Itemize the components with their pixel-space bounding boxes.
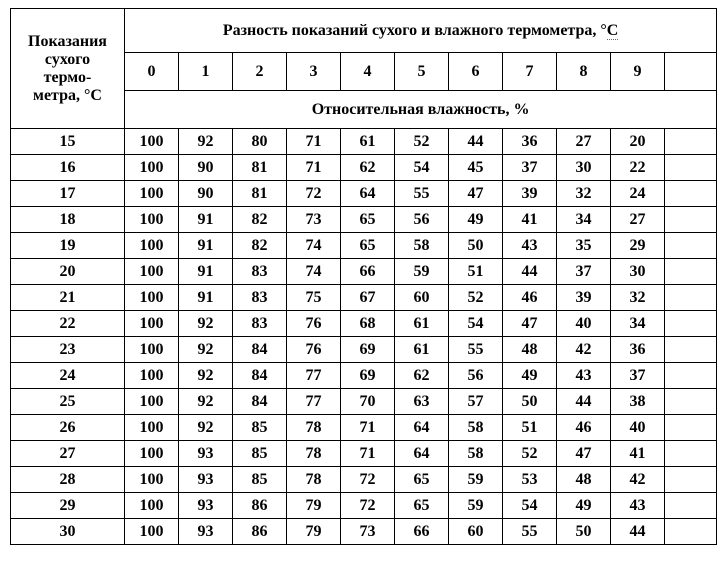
row-header-line: термо- xyxy=(43,68,92,86)
dry-temperature-cell: 28 xyxy=(11,467,125,493)
humidity-cell: 22 xyxy=(611,155,665,181)
humidity-cell: 78 xyxy=(287,441,341,467)
table-row xyxy=(11,493,717,519)
humidity-cell: 42 xyxy=(557,337,611,363)
humidity-cell: 48 xyxy=(503,337,557,363)
humidity-cell: 61 xyxy=(395,311,449,337)
table-row xyxy=(11,259,717,285)
humidity-cell: 72 xyxy=(341,467,395,493)
column-header: 8 xyxy=(557,53,611,91)
humidity-cell: 100 xyxy=(125,285,179,311)
humidity-cell: 43 xyxy=(503,233,557,259)
humidity-cell: 100 xyxy=(125,337,179,363)
humidity-cell: 57 xyxy=(449,389,503,415)
humidity-cell: 40 xyxy=(611,415,665,441)
humidity-cell: 37 xyxy=(611,363,665,389)
humidity-cell: 100 xyxy=(125,467,179,493)
column-header: 0 xyxy=(125,53,179,91)
humidity-cell: 58 xyxy=(449,415,503,441)
row-header-cell xyxy=(11,9,125,129)
humidity-cell: 86 xyxy=(233,519,287,545)
humidity-cell: 49 xyxy=(449,207,503,233)
humidity-cell: 76 xyxy=(287,337,341,363)
table-row xyxy=(11,311,717,337)
humidity-cell: 76 xyxy=(287,311,341,337)
humidity-cell: 30 xyxy=(611,259,665,285)
humidity-cell: 77 xyxy=(287,363,341,389)
dry-temperature-cell: 26 xyxy=(11,415,125,441)
humidity-cell: 65 xyxy=(341,233,395,259)
humidity-cell: 45 xyxy=(449,155,503,181)
table-row xyxy=(11,233,717,259)
humidity-cell: 82 xyxy=(233,233,287,259)
table-row xyxy=(11,337,717,363)
humidity-cell: 60 xyxy=(449,519,503,545)
humidity-cell: 35 xyxy=(557,233,611,259)
humidity-cell: 46 xyxy=(557,415,611,441)
humidity-cell: 100 xyxy=(125,441,179,467)
humidity-cell: 100 xyxy=(125,233,179,259)
row-header-line: метра, °С xyxy=(33,86,102,104)
humidity-cell: 100 xyxy=(125,311,179,337)
humidity-cell: 91 xyxy=(179,259,233,285)
humidity-cell: 30 xyxy=(557,155,611,181)
dry-temperature-cell: 27 xyxy=(11,441,125,467)
humidity-cell: 85 xyxy=(233,415,287,441)
humidity-cell: 93 xyxy=(179,493,233,519)
humidity-cell: 58 xyxy=(449,441,503,467)
humidity-cell: 42 xyxy=(611,467,665,493)
humidity-cell: 100 xyxy=(125,155,179,181)
table-row xyxy=(11,181,717,207)
humidity-cell: 91 xyxy=(179,207,233,233)
column-group-title xyxy=(125,9,717,53)
humidity-cell: 92 xyxy=(179,363,233,389)
humidity-cell xyxy=(665,519,717,545)
humidity-cell: 65 xyxy=(395,467,449,493)
humidity-cell: 41 xyxy=(611,441,665,467)
humidity-cell: 63 xyxy=(395,389,449,415)
humidity-cell: 100 xyxy=(125,129,179,155)
column-header: 1 xyxy=(179,53,233,91)
humidity-cell: 74 xyxy=(287,259,341,285)
humidity-cell: 93 xyxy=(179,467,233,493)
table-body xyxy=(11,129,717,545)
dry-temperature-cell: 22 xyxy=(11,311,125,337)
dry-temperature-cell: 21 xyxy=(11,285,125,311)
table-row xyxy=(11,519,717,545)
humidity-cell: 100 xyxy=(125,415,179,441)
psychrometric-table xyxy=(10,8,717,545)
column-header: 7 xyxy=(503,53,557,91)
humidity-cell: 73 xyxy=(287,207,341,233)
humidity-cell: 75 xyxy=(287,285,341,311)
humidity-cell: 52 xyxy=(449,285,503,311)
humidity-cell xyxy=(665,493,717,519)
humidity-cell: 32 xyxy=(611,285,665,311)
dry-temperature-cell: 23 xyxy=(11,337,125,363)
humidity-cell xyxy=(665,181,717,207)
column-group-title-text: Разность показаний сухого и влажного термометра, ° xyxy=(222,21,607,39)
humidity-cell: 78 xyxy=(287,415,341,441)
humidity-cell: 64 xyxy=(395,441,449,467)
humidity-cell: 84 xyxy=(233,337,287,363)
humidity-cell xyxy=(665,467,717,493)
humidity-cell: 100 xyxy=(125,259,179,285)
humidity-cell: 34 xyxy=(611,311,665,337)
humidity-cell: 100 xyxy=(125,181,179,207)
humidity-cell: 37 xyxy=(557,259,611,285)
humidity-cell: 46 xyxy=(503,285,557,311)
humidity-cell: 82 xyxy=(233,207,287,233)
table-row xyxy=(11,129,717,155)
humidity-cell: 71 xyxy=(341,441,395,467)
humidity-cell: 59 xyxy=(449,493,503,519)
humidity-cell xyxy=(665,285,717,311)
dry-temperature-cell: 25 xyxy=(11,389,125,415)
humidity-cell: 52 xyxy=(395,129,449,155)
dry-temperature-cell: 20 xyxy=(11,259,125,285)
humidity-cell: 64 xyxy=(395,415,449,441)
humidity-cell: 52 xyxy=(503,441,557,467)
humidity-cell: 47 xyxy=(503,311,557,337)
column-header: 4 xyxy=(341,53,395,91)
humidity-cell xyxy=(665,129,717,155)
humidity-cell: 44 xyxy=(503,259,557,285)
humidity-cell: 81 xyxy=(233,155,287,181)
humidity-cell: 100 xyxy=(125,363,179,389)
humidity-cell: 49 xyxy=(503,363,557,389)
humidity-cell: 65 xyxy=(341,207,395,233)
humidity-cell: 40 xyxy=(557,311,611,337)
humidity-cell: 77 xyxy=(287,389,341,415)
humidity-cell: 58 xyxy=(395,233,449,259)
humidity-cell: 39 xyxy=(557,285,611,311)
psychrometric-table-container xyxy=(10,8,707,545)
humidity-cell: 36 xyxy=(611,337,665,363)
column-header: 5 xyxy=(395,53,449,91)
humidity-cell: 70 xyxy=(341,389,395,415)
humidity-cell: 100 xyxy=(125,519,179,545)
humidity-cell: 27 xyxy=(557,129,611,155)
humidity-cell: 56 xyxy=(395,207,449,233)
humidity-cell: 71 xyxy=(287,155,341,181)
humidity-cell: 66 xyxy=(341,259,395,285)
humidity-cell: 62 xyxy=(341,155,395,181)
humidity-cell: 47 xyxy=(449,181,503,207)
humidity-cell xyxy=(665,363,717,389)
table-row xyxy=(11,467,717,493)
humidity-cell: 100 xyxy=(125,207,179,233)
table-row xyxy=(11,441,717,467)
humidity-cell: 93 xyxy=(179,519,233,545)
humidity-cell: 43 xyxy=(611,493,665,519)
humidity-cell xyxy=(665,389,717,415)
humidity-cell: 56 xyxy=(449,363,503,389)
humidity-cell xyxy=(665,233,717,259)
humidity-cell: 59 xyxy=(395,259,449,285)
humidity-cell: 50 xyxy=(557,519,611,545)
table-row xyxy=(11,285,717,311)
subheader: Относительная влажность, % xyxy=(125,91,717,129)
dry-temperature-cell: 29 xyxy=(11,493,125,519)
humidity-cell: 92 xyxy=(179,129,233,155)
humidity-cell: 66 xyxy=(395,519,449,545)
dry-temperature-cell: 19 xyxy=(11,233,125,259)
humidity-cell xyxy=(665,207,717,233)
humidity-cell: 59 xyxy=(449,467,503,493)
dry-temperature-cell: 30 xyxy=(11,519,125,545)
table-row xyxy=(11,207,717,233)
humidity-cell: 100 xyxy=(125,389,179,415)
humidity-cell: 41 xyxy=(503,207,557,233)
humidity-cell: 54 xyxy=(395,155,449,181)
humidity-cell: 69 xyxy=(341,337,395,363)
humidity-cell: 83 xyxy=(233,285,287,311)
column-header: 3 xyxy=(287,53,341,91)
humidity-cell: 43 xyxy=(557,363,611,389)
humidity-cell: 72 xyxy=(341,493,395,519)
column-group-title-unit: С xyxy=(606,21,619,39)
humidity-cell: 55 xyxy=(503,519,557,545)
humidity-cell: 81 xyxy=(233,181,287,207)
dry-temperature-cell: 18 xyxy=(11,207,125,233)
humidity-cell: 64 xyxy=(341,181,395,207)
column-header xyxy=(665,53,717,91)
humidity-cell: 92 xyxy=(179,311,233,337)
humidity-cell: 39 xyxy=(503,181,557,207)
humidity-cell: 67 xyxy=(341,285,395,311)
table-row xyxy=(11,389,717,415)
humidity-cell: 51 xyxy=(503,415,557,441)
humidity-cell: 79 xyxy=(287,519,341,545)
humidity-cell: 85 xyxy=(233,467,287,493)
humidity-cell: 54 xyxy=(449,311,503,337)
humidity-cell: 29 xyxy=(611,233,665,259)
humidity-cell xyxy=(665,441,717,467)
humidity-cell: 49 xyxy=(557,493,611,519)
humidity-cell: 61 xyxy=(341,129,395,155)
humidity-cell: 62 xyxy=(395,363,449,389)
humidity-cell: 73 xyxy=(341,519,395,545)
humidity-cell: 79 xyxy=(287,493,341,519)
dry-temperature-cell: 17 xyxy=(11,181,125,207)
humidity-cell: 92 xyxy=(179,337,233,363)
humidity-cell: 50 xyxy=(503,389,557,415)
column-header: 6 xyxy=(449,53,503,91)
column-header: 2 xyxy=(233,53,287,91)
humidity-cell: 80 xyxy=(233,129,287,155)
humidity-cell: 65 xyxy=(395,493,449,519)
table-row xyxy=(11,363,717,389)
humidity-cell: 32 xyxy=(557,181,611,207)
humidity-cell: 92 xyxy=(179,389,233,415)
humidity-cell: 27 xyxy=(611,207,665,233)
humidity-cell: 92 xyxy=(179,415,233,441)
table-row xyxy=(11,155,717,181)
humidity-cell: 69 xyxy=(341,363,395,389)
humidity-cell: 71 xyxy=(287,129,341,155)
row-header-line: Показания xyxy=(28,32,107,50)
humidity-cell: 91 xyxy=(179,233,233,259)
humidity-cell: 83 xyxy=(233,311,287,337)
dry-temperature-cell: 24 xyxy=(11,363,125,389)
humidity-cell: 84 xyxy=(233,389,287,415)
row-header-line: сухого xyxy=(44,50,91,68)
humidity-cell: 78 xyxy=(287,467,341,493)
humidity-cell: 68 xyxy=(341,311,395,337)
humidity-cell: 72 xyxy=(287,181,341,207)
humidity-cell: 36 xyxy=(503,129,557,155)
humidity-cell: 50 xyxy=(449,233,503,259)
humidity-cell xyxy=(665,337,717,363)
humidity-cell: 44 xyxy=(557,389,611,415)
humidity-cell: 93 xyxy=(179,441,233,467)
dry-temperature-cell: 16 xyxy=(11,155,125,181)
humidity-cell: 83 xyxy=(233,259,287,285)
humidity-cell: 100 xyxy=(125,493,179,519)
humidity-cell: 71 xyxy=(341,415,395,441)
dry-temperature-cell: 15 xyxy=(11,129,125,155)
humidity-cell: 38 xyxy=(611,389,665,415)
table-row xyxy=(11,415,717,441)
humidity-cell: 84 xyxy=(233,363,287,389)
humidity-cell: 37 xyxy=(503,155,557,181)
humidity-cell: 90 xyxy=(179,155,233,181)
humidity-cell: 24 xyxy=(611,181,665,207)
humidity-cell: 44 xyxy=(449,129,503,155)
humidity-cell: 34 xyxy=(557,207,611,233)
humidity-cell: 44 xyxy=(611,519,665,545)
column-header: 9 xyxy=(611,53,665,91)
humidity-cell: 60 xyxy=(395,285,449,311)
humidity-cell: 61 xyxy=(395,337,449,363)
humidity-cell: 91 xyxy=(179,285,233,311)
humidity-cell: 48 xyxy=(557,467,611,493)
humidity-cell: 53 xyxy=(503,467,557,493)
humidity-cell xyxy=(665,415,717,441)
humidity-cell xyxy=(665,155,717,181)
humidity-cell: 90 xyxy=(179,181,233,207)
humidity-cell: 20 xyxy=(611,129,665,155)
humidity-cell: 51 xyxy=(449,259,503,285)
humidity-cell: 74 xyxy=(287,233,341,259)
humidity-cell: 55 xyxy=(449,337,503,363)
humidity-cell: 47 xyxy=(557,441,611,467)
humidity-cell: 55 xyxy=(395,181,449,207)
humidity-cell xyxy=(665,259,717,285)
humidity-cell xyxy=(665,311,717,337)
humidity-cell: 54 xyxy=(503,493,557,519)
humidity-cell: 85 xyxy=(233,441,287,467)
humidity-cell: 86 xyxy=(233,493,287,519)
